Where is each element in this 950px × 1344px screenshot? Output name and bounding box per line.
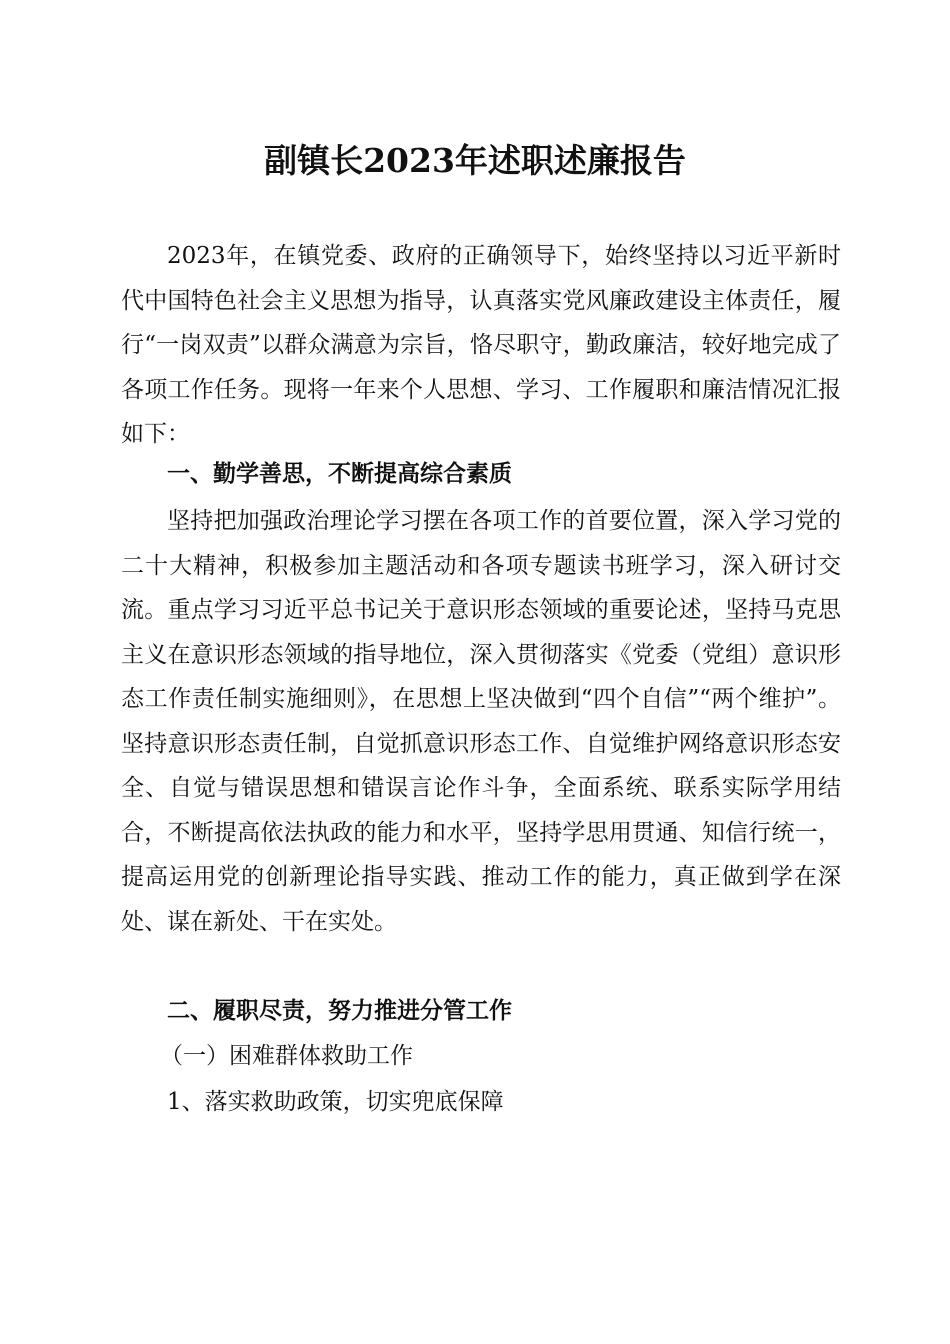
subsection-1-heading: （一）困难群体救助工作 xyxy=(160,1043,413,1069)
intro-paragraph: 2023年，在镇党委、政府的正确领导下，始终坚持以习近平新时代中国特色社会主义思想为指导，认真落实党风廉政建设主体责任，履行“一岗双责”以群众满意为宗旨，恪尽职守，勤政廉洁，较好地完成了各项工作任务。现将一年来个人思想、学习、工作履职和廉洁情况汇报如下： xyxy=(121,243,841,447)
section-1-heading: 一、勤学善思，不断提高综合素质 xyxy=(167,461,512,487)
document-title: 副镇长2023年述职述廉报告 xyxy=(264,141,686,180)
item-1-heading: 1、落实救助政策，切实兜底保障 xyxy=(167,1089,504,1115)
section-2-heading: 二、履职尽责，努力推进分管工作 xyxy=(167,998,512,1024)
section-1-paragraph: 坚持把加强政治理论学习摆在各项工作的首要位置，深入学习党的二十大精神，积极参加主题活动和各项专题读书班学习，深入研讨交流。重点学习习近平总书记关于意识形态领域的重要论述，坚持马克思主义在意识形态领域的指导地位，深入贯彻落实《党委（党组）意识形态工作责任制实施细则》，在思想上坚决做到“四个自信”“两个维护”。坚持意识形态责任制，自觉抓意识形态工作、自觉维护网络意识形态安全、自觉与错误思想和错误言论作斗争，全面系统、联系实际学用结合，不断提高依法执政的能力和水平，坚持学思用贯通、知信行统一，提高运用党的创新理论指导实践、推动工作的能力，真正做到学在深处、谋在新处、干在实处。 xyxy=(121,508,841,935)
